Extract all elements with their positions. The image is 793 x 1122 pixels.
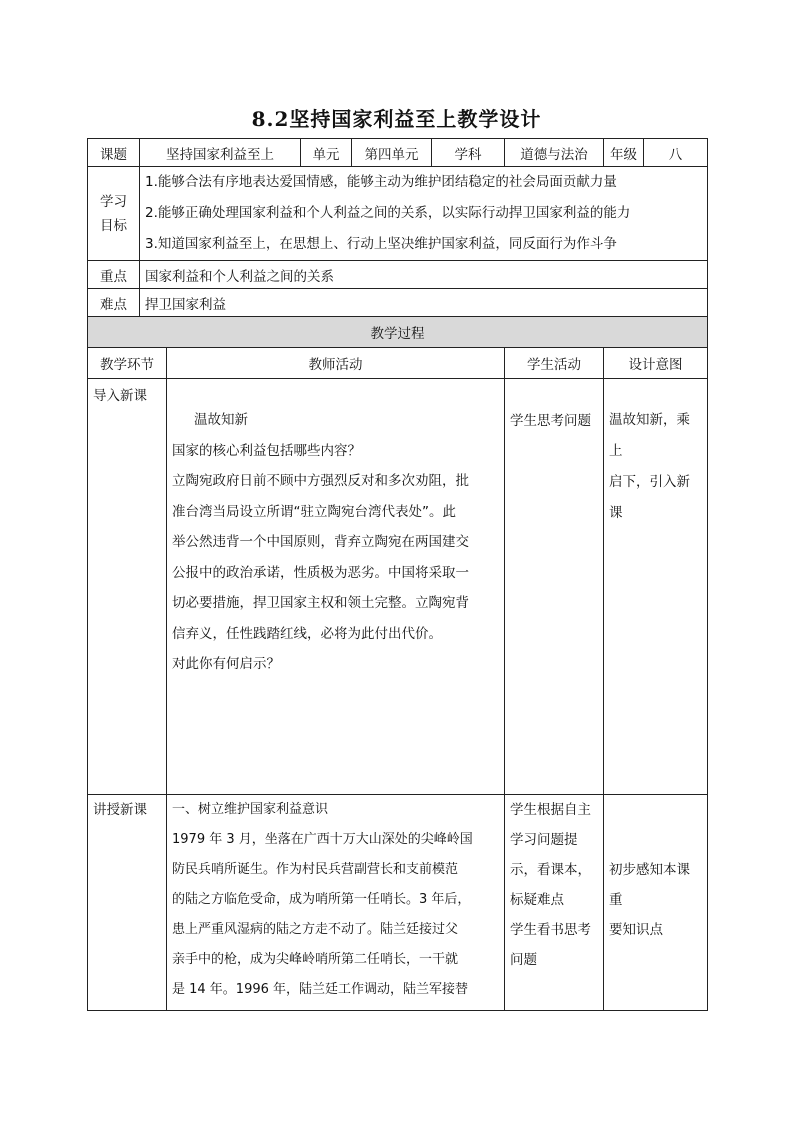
column-header-row: [88, 348, 708, 379]
teacher-line: 准台湾当局设立所谓“驻立陶宛台湾代表处”。此: [172, 503, 456, 520]
teacher-line: 1979 年 3 月，坐落在广西十万大山深处的尖峰岭国: [172, 832, 473, 847]
objective-item: 2.能够正确处理国家利益和个人利益之间的关系，以实际行动捍卫国家利益的能力: [145, 205, 631, 221]
teacher-line: 举公然违背一个中国原则，背弃立陶宛在两国建交: [172, 534, 469, 550]
process-heading: 教学过程: [88, 317, 708, 348]
difficulty-row: [88, 289, 708, 317]
teacher-line: 切必要措施，捍卫国家主权和领土完整。立陶宛背: [172, 595, 469, 611]
col-stage-header: 教学环节: [88, 348, 167, 379]
objective-item: 1.能够合法有序地表达爱国情感，能够主动为维护团结稳定的社会局面贡献力量: [145, 174, 617, 190]
grade-label: 年级: [604, 139, 644, 167]
grade-value: 八: [644, 139, 708, 167]
student-activity-new-lesson: 学生根据自主 学习问题提 示，看课本， 标疑难点 学生看书思考 问题: [505, 795, 604, 1011]
design-intent-new-lesson: 初步感知本课重 要知识点: [604, 795, 708, 1011]
teacher-line: 防民兵哨所诞生。作为村民兵营副营长和支前模范: [172, 862, 459, 877]
col-student-header: 学生活动: [505, 348, 604, 379]
difficulty-value: 捍卫国家利益: [140, 289, 708, 317]
row-new-lesson: [88, 795, 708, 1011]
teacher-line: 患上严重风湿病的陆之方走不动了。陆兰廷接过父: [172, 922, 459, 937]
lesson-label: 课题: [88, 139, 140, 167]
lesson-plan-table: [87, 138, 708, 1011]
row-intro: [88, 379, 708, 795]
col-intent-header: 设计意图: [604, 348, 708, 379]
design-intent-intro: 温故知新，乘上 启下，引入新课: [604, 379, 708, 795]
key-point-label: 重点: [88, 261, 140, 289]
teacher-line: 是 14 年。1996 年，陆兰廷工作调动，陆兰军接替: [172, 982, 469, 997]
col-teacher-header: 教师活动: [167, 348, 505, 379]
document-title: 8.2坚持国家利益至上教学设计: [251, 107, 542, 131]
unit-value: 第四单元: [352, 139, 432, 167]
objective-item: 3.知道国家利益至上，在思想上、行动上坚决维护国家利益，同反面行为作斗争: [145, 236, 617, 252]
key-point-value: 国家利益和个人利益之间的关系: [140, 261, 708, 289]
unit-label: 单元: [301, 139, 352, 167]
teacher-line: 国家的核心利益包括哪些内容？: [172, 442, 361, 459]
teacher-line: 对此你有何启示？: [172, 656, 280, 672]
stage-intro: 导入新课: [88, 379, 167, 795]
teacher-line: 的陆之方临危受命，成为哨所第一任哨长。3 年后，: [172, 892, 471, 907]
objectives-list: [140, 167, 708, 261]
teacher-line: 亲手中的枪，成为尖峰岭哨所第二任哨长，一干就: [172, 952, 459, 967]
stage-new-lesson: 讲授新课: [88, 795, 167, 1011]
lesson-value: 坚持国家利益至上: [140, 139, 301, 167]
teacher-line: 立陶宛政府日前不顾中方强烈反对和多次劝阻，批: [172, 473, 469, 489]
key-point-row: [88, 261, 708, 289]
subject-label: 学科: [432, 139, 505, 167]
subject-value: 道德与法治: [505, 139, 604, 167]
process-heading-row: [88, 317, 708, 348]
objectives-label: 学习 目标: [88, 167, 140, 261]
teacher-line: 信弃义，任性践踏红线，必将为此付出代价。: [172, 625, 442, 642]
teacher-line: 公报中的政治承诺，性质极为恶劣。中国将采取一: [172, 564, 469, 581]
teacher-line: 温故知新: [194, 412, 248, 428]
student-activity-intro: 学生思考问题: [505, 379, 604, 795]
teacher-activity-new-lesson: [167, 795, 505, 1011]
teacher-line: 一、树立维护国家利益意识: [172, 802, 329, 817]
objectives-row: [88, 167, 708, 261]
difficulty-label: 难点: [88, 289, 140, 317]
info-row: [88, 139, 708, 167]
teacher-activity-intro: [167, 379, 505, 795]
